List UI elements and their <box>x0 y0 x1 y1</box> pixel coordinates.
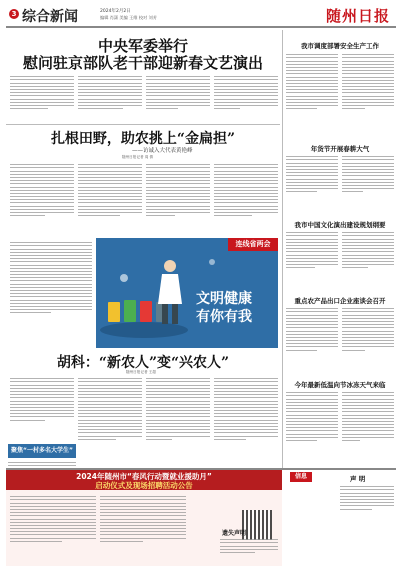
right-body-5a <box>286 390 338 466</box>
feature2-body-col4 <box>214 376 278 466</box>
notice-title-2: 声 明 <box>350 475 366 483</box>
notices-area <box>284 470 396 566</box>
feature1-title: 扎根田野，助农挑上“金扁担” <box>50 131 236 147</box>
date-line: 2024年2月2日 <box>100 9 131 14</box>
feature2-byline: 随州日报记者 王超 <box>126 370 156 374</box>
feature2-title: 胡科：“新农人”变“兴农人” <box>56 355 230 371</box>
lead-body-col1 <box>10 74 74 122</box>
section-title: 综合新闻 <box>22 9 78 25</box>
series-label: 聚焦“一村多名大学生” <box>8 444 76 458</box>
feature1-body-col1 <box>10 162 74 236</box>
lead-title-line2: 慰问驻京部队老干部迎新春文艺演出 <box>22 54 263 72</box>
masthead-rule <box>6 26 396 28</box>
right-body-1a <box>286 52 338 132</box>
lead-title-line1: 中央军委举行 <box>97 37 188 55</box>
column-divider <box>282 30 283 468</box>
feature1-byline: 随州日报记者 周 倩 <box>122 155 154 159</box>
paper-name: 随州日报 <box>325 7 390 25</box>
ad-logo: 信息 <box>290 472 312 482</box>
section-number-badge: 3 <box>9 9 19 19</box>
feature2-body-col1 <box>10 376 74 440</box>
notice-1 <box>218 528 280 564</box>
lead-article <box>6 30 280 124</box>
series-text <box>8 460 76 468</box>
feature1-subtitle: ——访诚入大代表黄艳峰 <box>132 148 193 154</box>
notice-body-1 <box>220 537 278 563</box>
feature1-body-col4 <box>214 162 278 236</box>
ad-title-line1: 2024年随州市“春风行动暨就业援助月” <box>76 472 212 481</box>
right-headline-4: 重点农产品出口企业座谈会召开 <box>294 297 386 305</box>
ad-body-col1 <box>10 494 96 564</box>
lead-body-col4 <box>214 74 278 122</box>
right-body-4b <box>342 306 394 372</box>
feature-article-1 <box>6 126 280 238</box>
banner-side-text <box>10 240 92 346</box>
feature1-body-col3 <box>146 162 210 236</box>
notice-title-1: 遗失声明 <box>222 530 247 537</box>
banner-image <box>96 238 278 348</box>
right-body-1b <box>342 52 394 132</box>
right-body-4a <box>286 306 338 372</box>
right-body-3a <box>286 230 338 286</box>
right-column <box>284 30 396 468</box>
right-body-3b <box>342 230 394 286</box>
feature1-body-col2 <box>78 162 142 236</box>
ad-title-line2: 启动仪式及现场招聘活动公告 <box>95 481 193 490</box>
feature2-body-col3 <box>146 376 210 466</box>
right-headline-1: 我市调度部署安全生产工作 <box>301 42 379 50</box>
right-body-2a <box>286 154 338 210</box>
right-headline-5: 今年最新低温向节冰冻天气来临 <box>294 381 386 389</box>
ad-body-col2 <box>100 494 186 564</box>
banner-slogan-line2: 有你有我 <box>196 309 252 325</box>
lead-body-col3 <box>146 74 210 122</box>
right-headline-3: 我市中国文化演出建设规划纲要 <box>294 221 386 229</box>
banner-slogan-line1: 文明健康 <box>196 291 252 307</box>
editor-line: 编辑 肖潇 美编 王维 校对 刘芳 <box>100 15 157 20</box>
feature2-body-col2 <box>78 376 142 466</box>
lead-body-col2 <box>78 74 142 122</box>
right-body-5b <box>342 390 394 466</box>
masthead <box>0 0 402 30</box>
right-headline-2: 年货节开展春耕大气 <box>310 145 370 153</box>
lead-bottom-rule <box>6 124 280 125</box>
banner-tag: 连线省两会 <box>228 238 278 251</box>
notice-body-2 <box>340 484 394 524</box>
right-body-2b <box>342 154 394 210</box>
